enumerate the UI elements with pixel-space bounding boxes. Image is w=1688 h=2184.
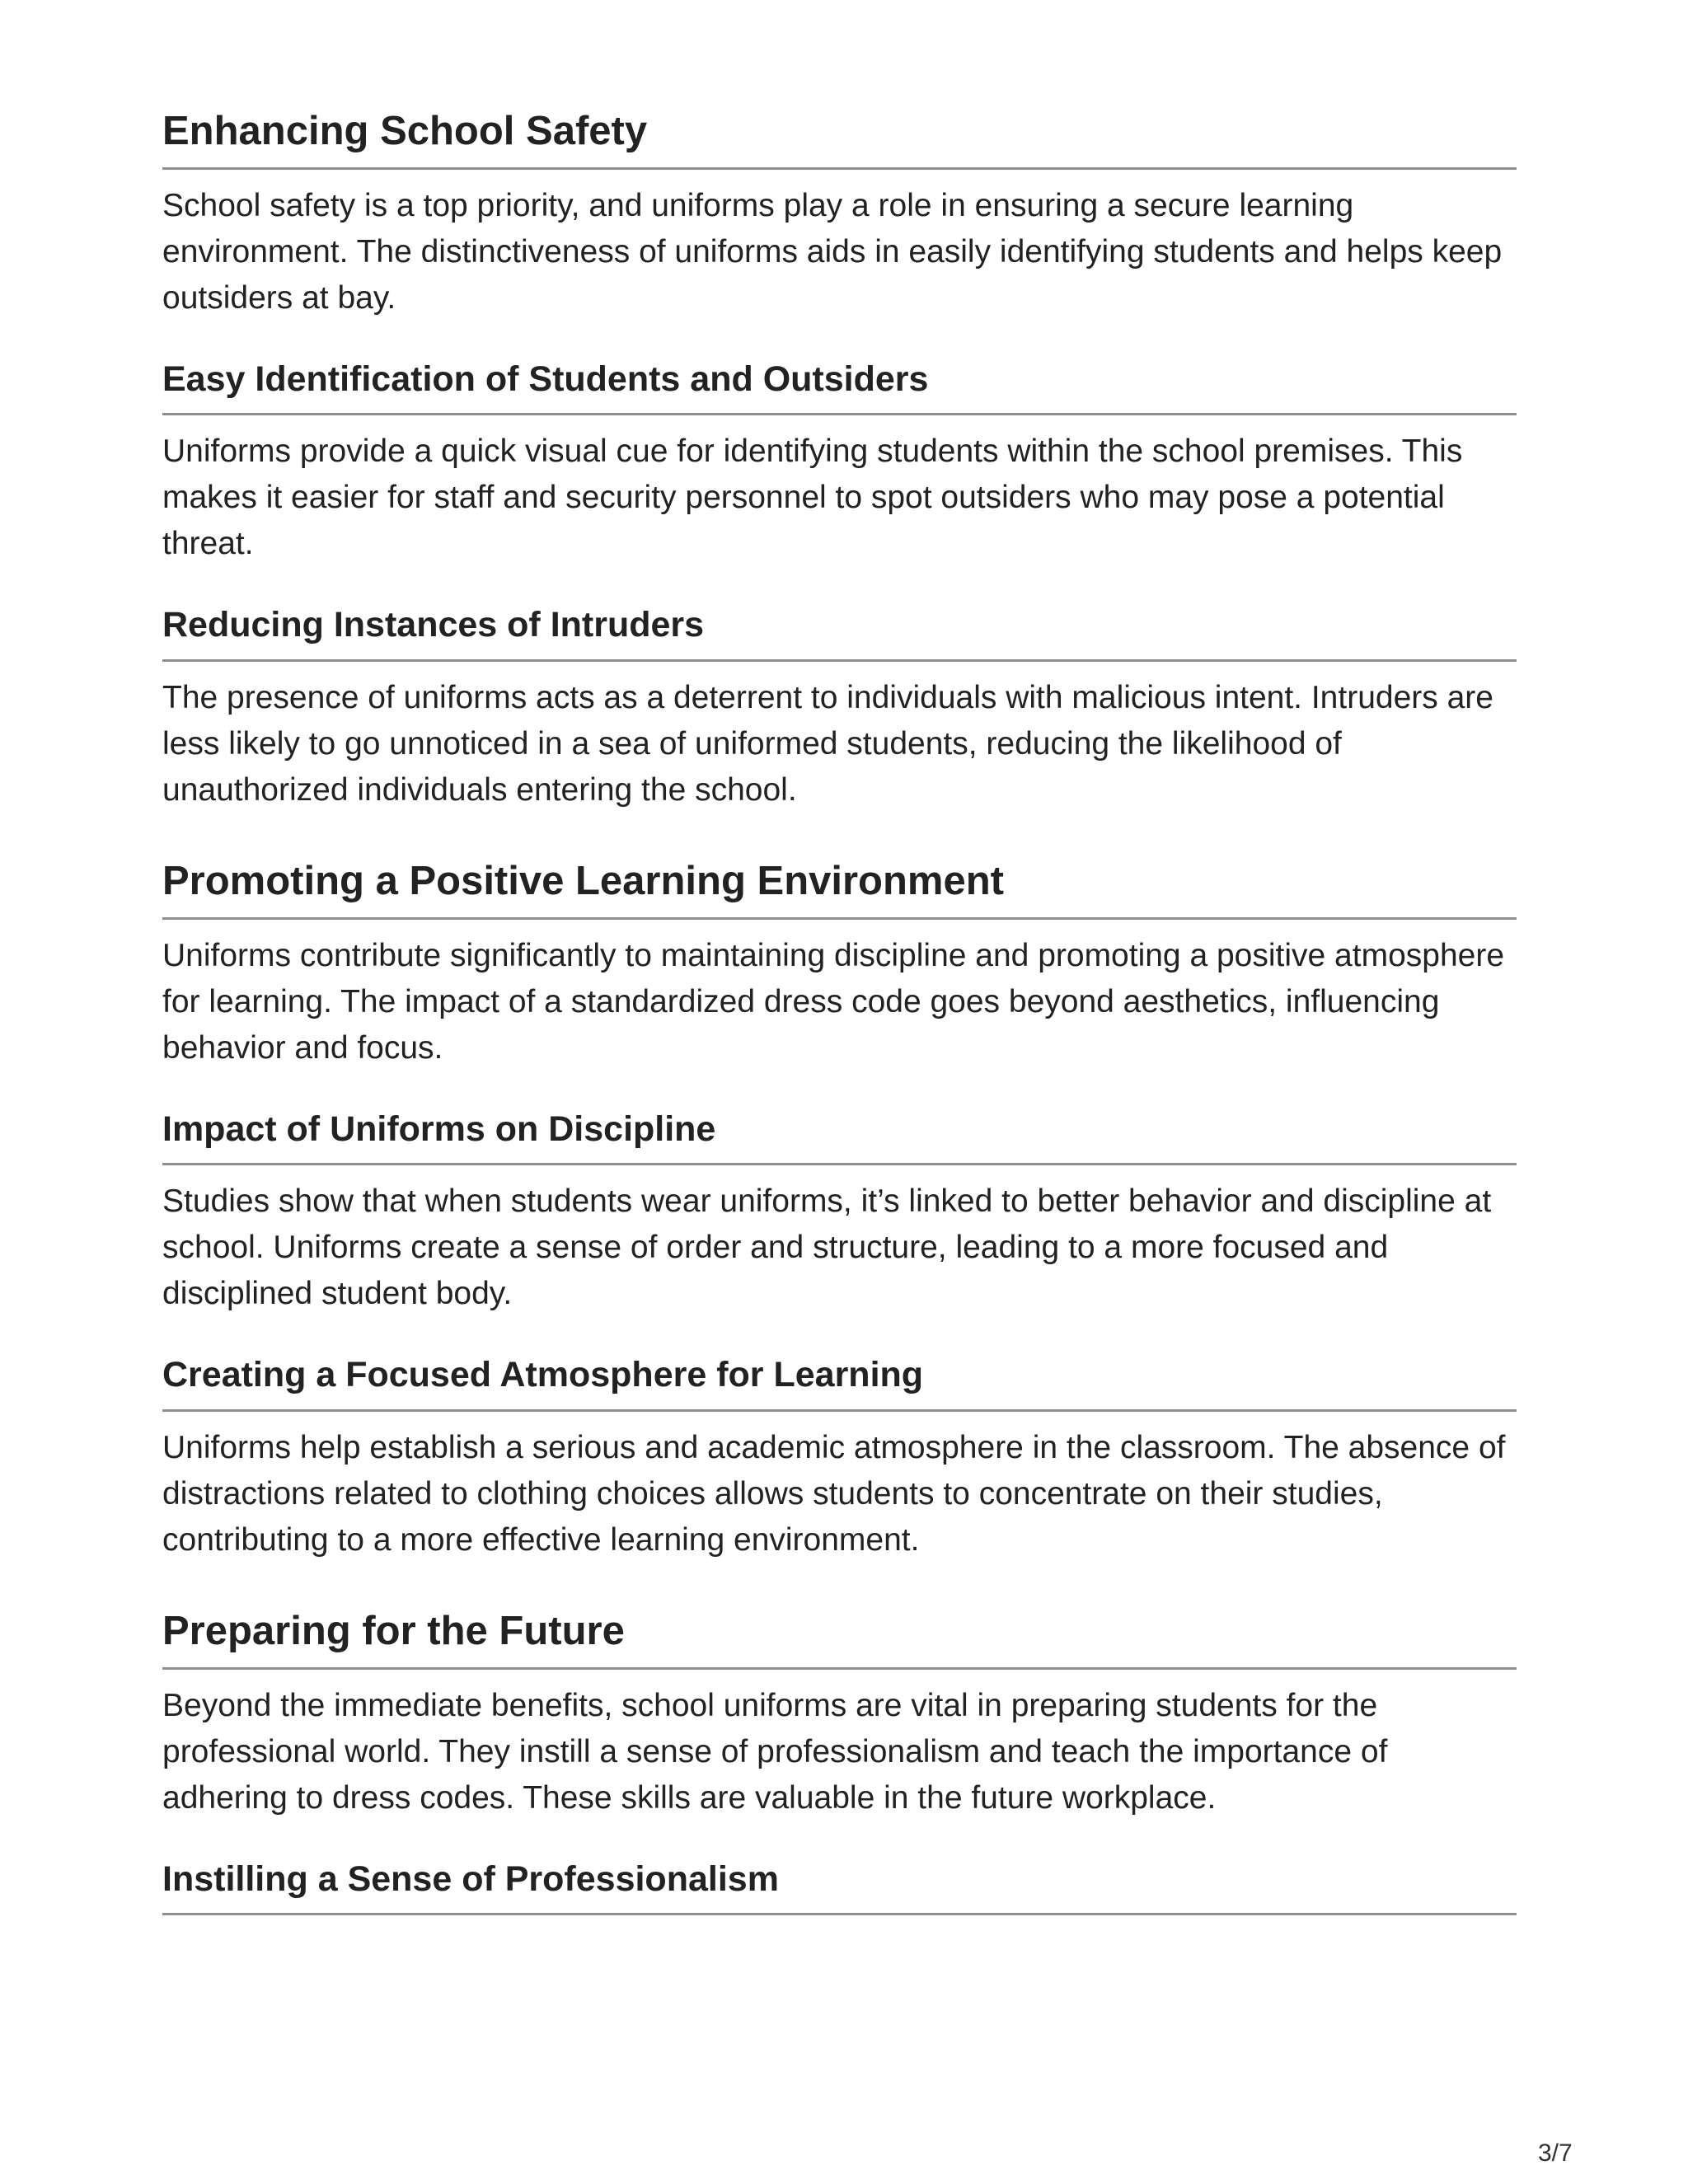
subheading-easy-identification: Easy Identification of Students and Outsiders (162, 359, 1517, 416)
subheading-focused-atmosphere: Creating a Focused Atmosphere for Learning (162, 1354, 1517, 1412)
article-body (162, 107, 1517, 1915)
paragraph-focused-atmosphere: Uniforms help establish a serious and academic atmosphere in the classroom. The absence of distractions related to clothing choices allows students to concentrate on their studies, contributing to a more effective learning environment. (162, 1429, 1506, 1558)
section-heading-future: Preparing for the Future (162, 1607, 1517, 1670)
subheading-reducing-intruders: Reducing Instances of Intruders (162, 604, 1517, 662)
paragraph-discipline: Studies show that when students wear uniforms, it’s linked to better behavior and discipline at school. Uniforms create a sense of order and structure, leading to a more focused and disciplined student body. (162, 1183, 1492, 1312)
subheading-discipline: Impact of Uniforms on Discipline (162, 1108, 1517, 1166)
page-number: 3/7 (1538, 2139, 1573, 2167)
section-paragraph-school-safety: School safety is a top priority, and uniforms play a role in ensuring a secure learning environment. The distinctiveness of uniforms aids in easily identifying students and helps keep outsiders at bay. (162, 187, 1503, 316)
section-heading-positive-learning: Promoting a Positive Learning Environment (162, 857, 1517, 920)
paragraph-easy-identification: Uniforms provide a quick visual cue for identifying students within the school premises. This makes it easier for staff and security personnel to spot outsiders who may pose a potential threat. (162, 434, 1463, 562)
paragraph-reducing-intruders: The presence of uniforms acts as a deterrent to individuals with malicious intent. Intruders are less likely to go unnoticed in a sea of uniformed students, reducing the likelihood of unauthorized individuals entering the school. (162, 679, 1493, 808)
section-paragraph-future: Beyond the immediate benefits, school uniforms are vital in preparing students for the professional world. They instill a sense of professionalism and teach the importance of adhering to dress codes. These skills are valuable in the future workplace. (162, 1687, 1388, 1816)
subheading-professionalism: Instilling a Sense of Professionalism (162, 1858, 1517, 1916)
section-paragraph-positive-learning: Uniforms contribute significantly to maintaining discipline and promoting a positive atmosphere for learning. The impact of a standardized dress code goes beyond aesthetics, influencing behavior and focus. (162, 937, 1505, 1066)
section-heading-school-safety: Enhancing School Safety (162, 107, 1517, 170)
